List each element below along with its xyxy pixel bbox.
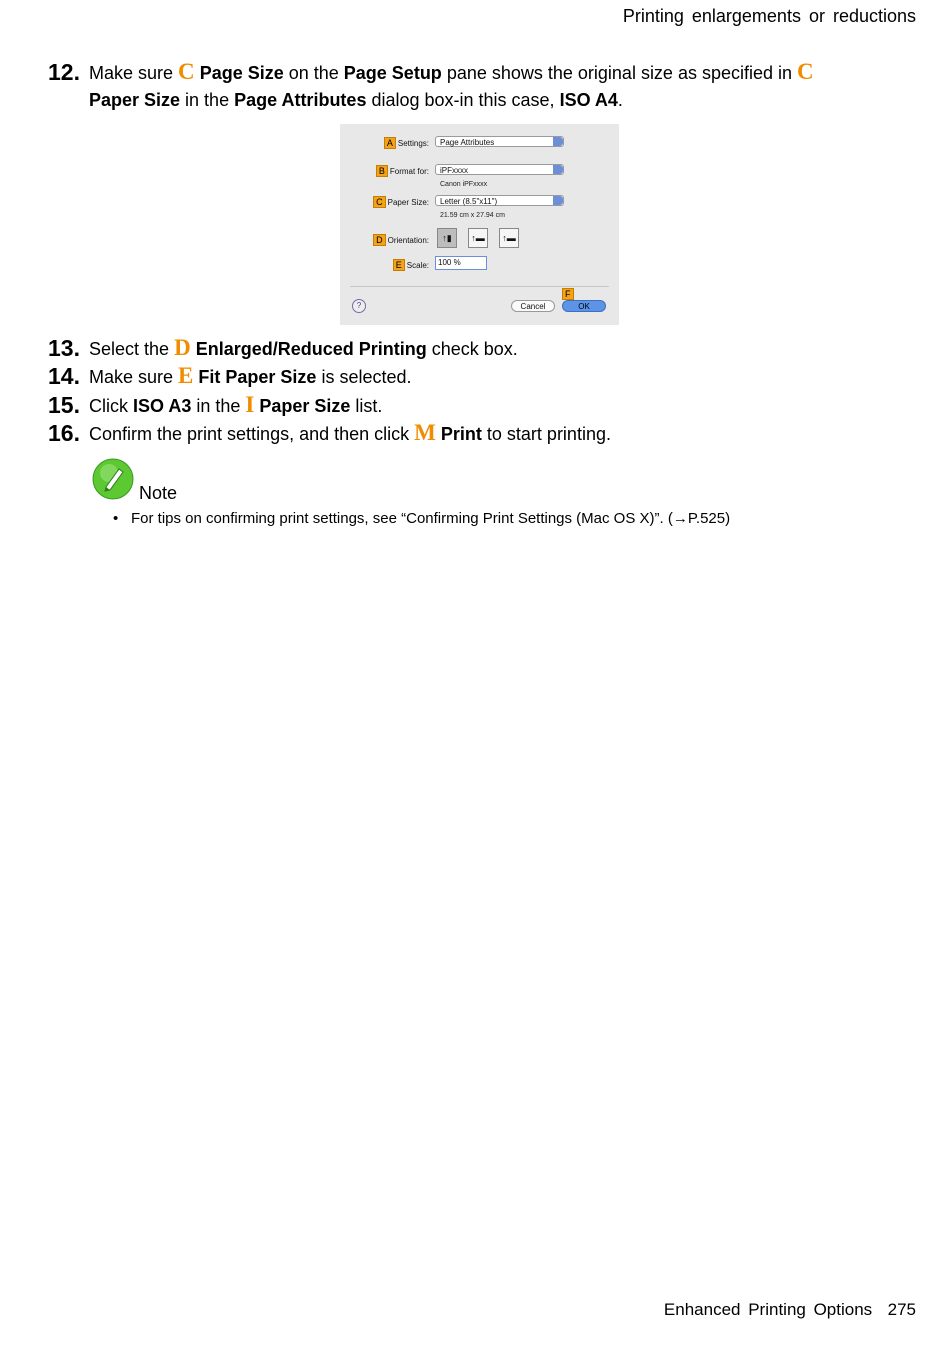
text: Confirm the print settings, and then click	[89, 424, 415, 444]
page-setup-dialog-screenshot	[340, 124, 619, 325]
landscape-right-icon: ↑▬	[502, 233, 516, 243]
format-select[interactable]	[435, 164, 564, 175]
scale-input[interactable]: 100 %	[435, 256, 487, 270]
key-letter: C	[178, 59, 195, 84]
step-text	[89, 419, 611, 448]
step-text-line-2	[89, 86, 623, 114]
text: in the	[180, 90, 235, 110]
paper-size-subtext: 21.59 cm x 27.94 cm	[440, 212, 505, 219]
key-letter: D	[174, 335, 191, 360]
note-pencil-icon	[92, 458, 134, 500]
paper-size-label	[373, 196, 429, 208]
key-letter: C	[797, 59, 814, 84]
text: in the	[191, 396, 246, 416]
format-subtext: Canon iPFxxxx	[440, 181, 488, 188]
label-text: Orientation:	[387, 236, 429, 245]
step-16	[48, 419, 918, 447]
select-value: iPFxxxx	[440, 166, 468, 175]
format-label	[376, 165, 429, 177]
step-text	[89, 362, 412, 391]
paper-size-select[interactable]	[435, 195, 564, 206]
callout-tag: D	[373, 234, 386, 246]
help-icon[interactable]: ?	[352, 299, 366, 313]
key-letter: E	[178, 363, 194, 388]
label-text: Paper Size:	[387, 198, 429, 207]
label-text: Format for:	[389, 167, 429, 176]
text: Make sure	[89, 63, 179, 83]
select-value: Page Attributes	[440, 138, 495, 147]
ok-button[interactable]: OK	[562, 300, 606, 312]
landscape-orientation-button[interactable]	[468, 228, 488, 248]
ok-callout	[562, 288, 576, 300]
key-letter: M	[414, 420, 436, 445]
select-value: Letter (8.5"x11")	[440, 197, 498, 206]
text: .	[617, 90, 623, 110]
step-12	[48, 58, 918, 118]
bold-term: Page Attributes	[234, 90, 367, 110]
footer-section: Enhanced Printing Options	[663, 1300, 873, 1319]
bold-term: Print	[440, 424, 482, 444]
step-14	[48, 362, 918, 390]
scale-label	[393, 259, 429, 271]
step-text	[89, 334, 518, 363]
chevron-down-icon	[553, 196, 563, 205]
text: is selected.	[316, 367, 412, 387]
step-number: 14.	[48, 363, 80, 389]
text: list.	[350, 396, 383, 416]
step-number: 16.	[48, 420, 80, 446]
key-letter: I	[245, 392, 255, 417]
step-number: 12.	[48, 59, 80, 85]
bullet: •	[113, 510, 119, 527]
text: Click	[89, 396, 133, 416]
text: Select the	[89, 339, 175, 359]
running-header: Printing enlargements or reductions	[622, 6, 916, 26]
cancel-button[interactable]: Cancel	[511, 300, 555, 312]
landscape-left-icon: ↑▬	[471, 233, 485, 243]
label-text: Settings:	[397, 139, 429, 148]
step-15	[48, 391, 918, 419]
callout-tag: A	[384, 137, 396, 149]
callout-tag: B	[376, 165, 388, 177]
text: pane shows the original size as specified in	[441, 63, 798, 83]
callout-tag: C	[373, 196, 386, 208]
portrait-icon: ↑▮	[442, 233, 452, 243]
step-number: 13.	[48, 335, 80, 361]
settings-select[interactable]	[435, 136, 564, 147]
step-number: 15.	[48, 392, 80, 418]
step-text-line-1	[89, 58, 814, 87]
text: to start printing.	[481, 424, 611, 444]
bold-term: ISO A4	[559, 90, 618, 110]
divider	[350, 286, 609, 287]
text: Make sure	[89, 367, 179, 387]
bold-term: ISO A3	[133, 396, 192, 416]
portrait-orientation-button[interactable]	[437, 228, 457, 248]
bold-term: Fit Paper Size	[198, 367, 317, 387]
chevron-down-icon	[553, 165, 563, 174]
bold-term: Paper Size	[89, 90, 181, 110]
settings-label	[384, 137, 429, 149]
bold-term: Page Size	[199, 63, 284, 83]
bold-term: Page Setup	[343, 63, 442, 83]
bold-term: Paper Size	[259, 396, 351, 416]
note-link-text[interactable]: For tips on confirming print settings, see “Confirming Print Settings (Mac OS X)”. (→P.525)	[131, 510, 731, 527]
text: on the	[283, 63, 344, 83]
note-bullet-item	[113, 510, 730, 527]
callout-tag: F	[562, 288, 574, 300]
text: check box.	[426, 339, 518, 359]
note-label: Note	[139, 483, 178, 503]
label-text: Scale:	[406, 261, 429, 270]
step-13	[48, 334, 918, 362]
chevron-down-icon	[553, 137, 563, 146]
page-number: 275	[887, 1300, 916, 1319]
step-text	[89, 391, 382, 420]
reverse-landscape-orientation-button[interactable]	[499, 228, 519, 248]
text: dialog box-in this case,	[366, 90, 560, 110]
running-footer	[664, 1300, 916, 1320]
callout-tag: E	[393, 259, 405, 271]
orientation-label	[373, 234, 429, 246]
bold-term: Enlarged/Reduced Printing	[195, 339, 427, 359]
